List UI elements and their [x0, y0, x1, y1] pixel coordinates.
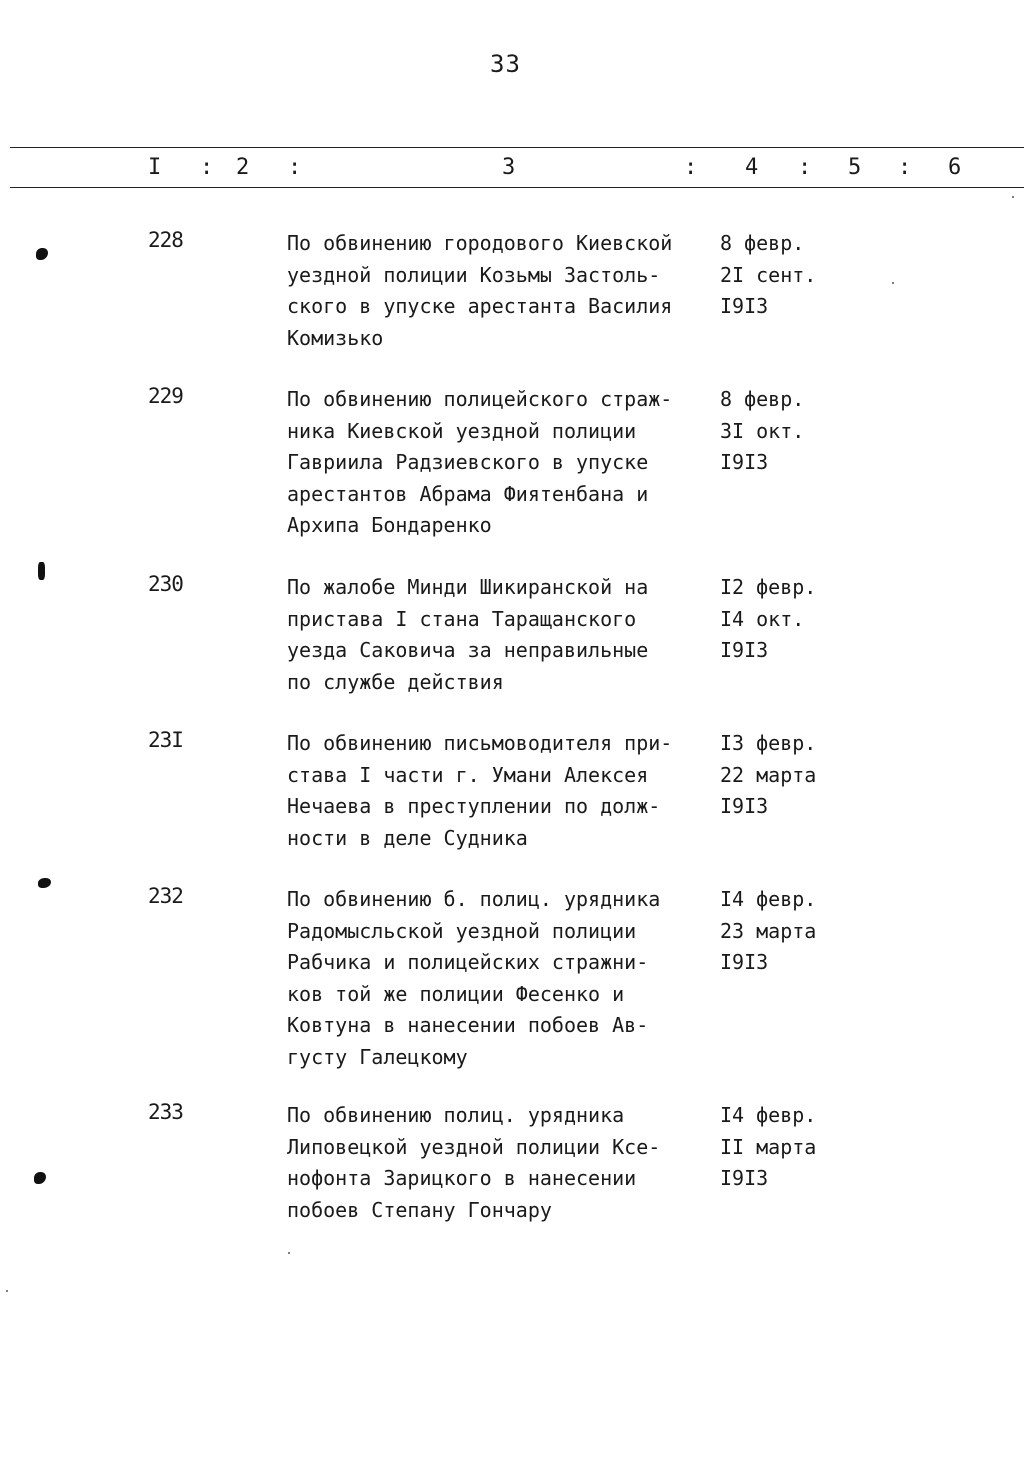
description-line: Липовецкой уездной полиции Ксе-	[287, 1134, 661, 1159]
description-line: густу Галецкому	[287, 1044, 468, 1069]
year: I9I3	[720, 450, 769, 474]
description-line: ности в деле Судника	[287, 825, 528, 850]
end-date: 22 марта	[720, 762, 817, 787]
case-dates	[720, 384, 920, 479]
year: I9I3	[720, 950, 769, 974]
description-line: нофонта Зарицкого в нанесении	[287, 1166, 637, 1190]
description-line: уездной полиции Козьмы Застоль-	[287, 262, 661, 287]
end-date: 2I сент.	[720, 262, 817, 287]
description-line: Ковтуна в нанесении побоев Ав-	[287, 1013, 649, 1037]
end-date: II марта	[720, 1134, 817, 1159]
description-line: става I части г. Умани Алексея	[287, 762, 649, 787]
description-line: Радомысльской уездной полиции	[287, 918, 637, 943]
description-line: Комизько	[287, 325, 384, 350]
description-line: ского в упуске арестанта Василия	[287, 294, 673, 318]
case-description	[287, 228, 707, 354]
description-line: Архипа Бондаренко	[287, 513, 492, 537]
description-line: уезда Саковича за неправильные	[287, 638, 649, 662]
header-col-2: 2	[236, 155, 250, 180]
year: I9I3	[720, 1166, 769, 1190]
ink-blot	[38, 878, 51, 888]
header-separator: :	[200, 155, 214, 180]
case-dates	[720, 1100, 920, 1195]
ink-blot	[38, 562, 45, 580]
description-line: пристава I стана Таращанского	[287, 606, 637, 631]
year: I9I3	[720, 638, 769, 662]
end-date: 23 марта	[720, 918, 817, 943]
end-date: I4 окт.	[720, 606, 805, 631]
header-col-1: I	[148, 155, 162, 180]
case-number: 229	[148, 384, 183, 408]
description-line: По обвинению городового Киевской	[287, 231, 673, 255]
header-separator: :	[288, 155, 302, 180]
start-date: 8 февр.	[720, 231, 805, 255]
case-dates	[720, 572, 920, 667]
year: I9I3	[720, 294, 769, 318]
header-col-3: 3	[502, 155, 516, 180]
end-date: 3I окт.	[720, 418, 805, 443]
start-date: I2 февр.	[720, 575, 817, 599]
header-col-4: 4	[745, 155, 759, 180]
description-line: По жалобе Минди Шикиранской на	[287, 575, 649, 599]
description-line: По обвинению б. полиц. урядника	[287, 887, 661, 911]
ink-blot	[36, 248, 48, 260]
case-number: 233	[148, 1100, 183, 1124]
scan-speck	[288, 1252, 290, 1254]
description-line: По обвинению письмоводителя при-	[287, 731, 673, 755]
header-separator: :	[684, 155, 698, 180]
header-separator: :	[898, 155, 912, 180]
description-line: Нечаева в преступлении по долж-	[287, 794, 661, 818]
header-col-6: 6	[948, 155, 962, 180]
case-description	[287, 1100, 707, 1226]
start-date: I3 февр.	[720, 731, 817, 755]
year: I9I3	[720, 794, 769, 818]
header-top-rule	[10, 147, 1024, 148]
start-date: I4 февр.	[720, 887, 817, 911]
description-line: по службе действия	[287, 669, 504, 694]
scan-speck	[6, 1290, 8, 1292]
start-date: 8 февр.	[720, 387, 805, 411]
description-line: арестантов Абрама Фиятенбана и	[287, 481, 649, 506]
description-line: По обвинению полиц. урядника	[287, 1103, 625, 1127]
description-line: ков той же полиции Фесенко и	[287, 981, 625, 1006]
description-line: По обвинению полицейского страж-	[287, 387, 673, 411]
page-number: 33	[490, 50, 521, 78]
case-description	[287, 884, 707, 1073]
case-description	[287, 572, 707, 698]
case-dates	[720, 884, 920, 979]
case-number: 228	[148, 228, 183, 252]
description-line: побоев Степану Гончару	[287, 1197, 552, 1222]
case-number: 232	[148, 884, 183, 908]
case-description	[287, 384, 707, 542]
case-dates	[720, 228, 920, 323]
scan-speck	[892, 282, 894, 284]
header-col-5: 5	[848, 155, 862, 180]
scan-speck	[1012, 196, 1014, 198]
start-date: I4 февр.	[720, 1103, 817, 1127]
description-line: Гавриила Радзиевского в упуске	[287, 450, 649, 474]
case-number: 230	[148, 572, 183, 596]
description-line: Рабчика и полицейских стражни-	[287, 950, 649, 974]
header-bottom-rule	[10, 187, 1024, 188]
ink-blot	[34, 1172, 46, 1184]
case-number: 23I	[148, 728, 183, 752]
description-line: ника Киевской уездной полиции	[287, 418, 637, 443]
case-dates	[720, 728, 920, 823]
header-separator: :	[798, 155, 812, 180]
case-description	[287, 728, 707, 854]
